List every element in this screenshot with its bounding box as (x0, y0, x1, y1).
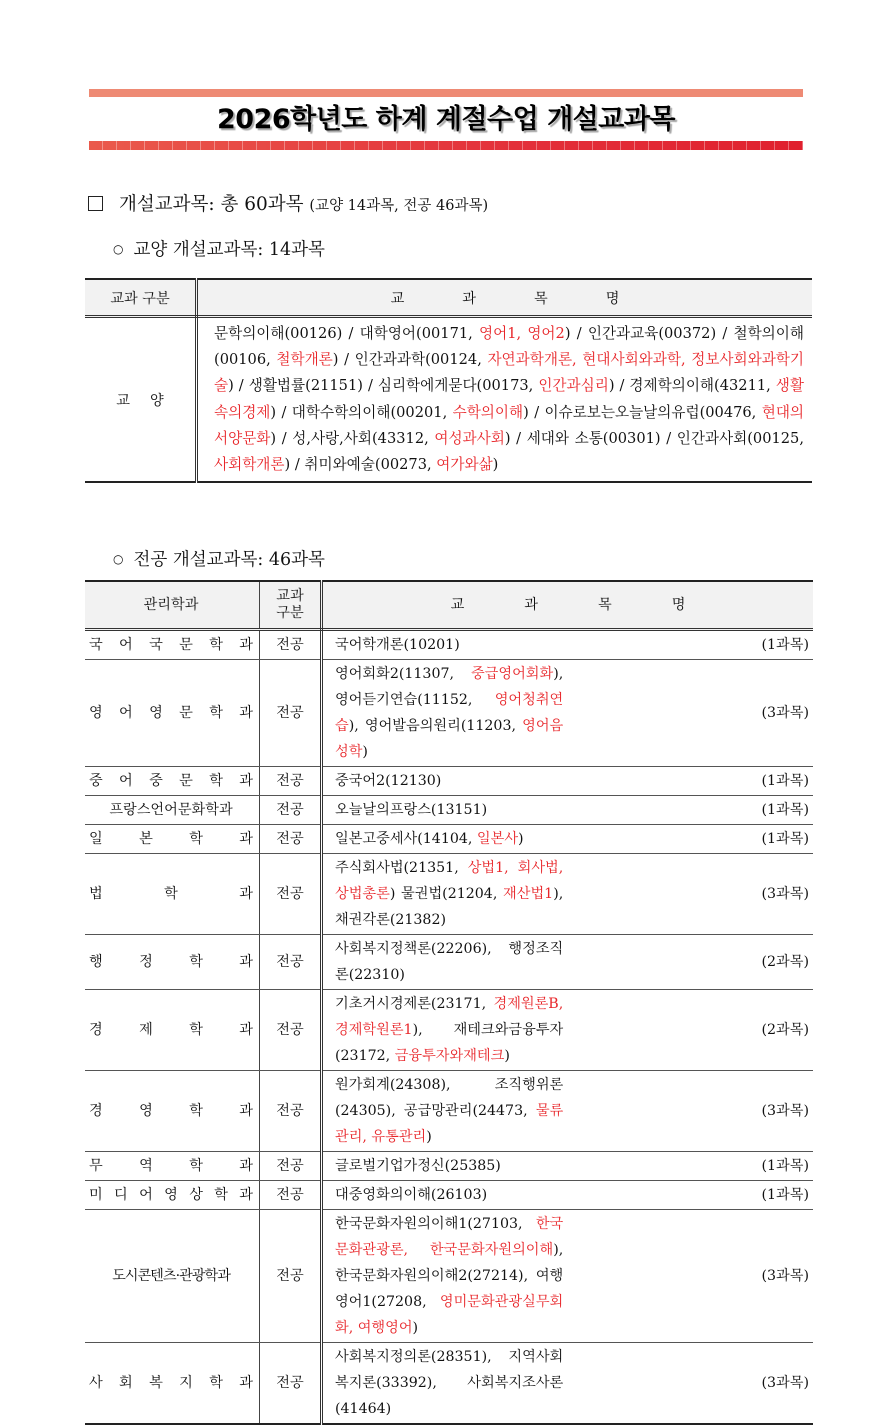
course-count-cell: (1과목) (567, 1181, 813, 1210)
department-cell (85, 767, 260, 796)
course-text: ) (412, 1320, 419, 1336)
square-bullet-icon (88, 196, 103, 211)
course-kind-cell: 전공 (260, 825, 322, 854)
header-department: 관리학과 (85, 581, 260, 630)
course-text: ), 재테크와금융투자(23172, (335, 1022, 564, 1064)
department-name: 프랑스언어문화학과 (109, 802, 233, 818)
summary-detail: (교양 14과목, 전공 46과목) (309, 198, 489, 214)
alternate-course-text: 금융투자와재테크 (394, 1048, 505, 1064)
alternate-course-text: 상법1, 회사법, 상법총론 (335, 860, 564, 902)
course-count-cell: (3과목) (567, 660, 813, 767)
alternate-course-text: 한국문화관광론, 한국문화자원의이해 (335, 1216, 564, 1258)
course-text: 일본고중세사(14104, (335, 831, 477, 847)
category-cell (85, 317, 197, 483)
course-text: 문학의이해(00126) / 대학영어(00171, (214, 325, 479, 342)
table-row (85, 825, 813, 854)
title-top-bar (89, 89, 803, 97)
course-kind-cell: 전공 (260, 1152, 322, 1181)
header-category: 교과 구분 (85, 279, 197, 317)
alternate-course-text: 영어1, 영어2 (479, 325, 565, 342)
course-text: ) / 인간과교육(00372) / 철학의이해(00106, (214, 325, 804, 369)
page-title: 2026학년도 하계 계절수업 개설교과목 (217, 104, 675, 135)
department-name: 영 어 영 문 학 과 (89, 705, 253, 721)
table-header-row (85, 581, 813, 630)
major-table-body (85, 630, 813, 1425)
course-text: ) (492, 456, 499, 474)
liberal-arts-table (85, 278, 812, 483)
course-text: 사회복지정의론(28351), 지역사회복지론(33392), 사회복지조사론(41464) (335, 1349, 564, 1417)
table-row (85, 767, 813, 796)
course-text: ), 영어듣기연습(11152, (335, 666, 564, 708)
course-text: 글로벌기업가정신(25385) (335, 1158, 501, 1174)
department-name: 경 영 학 과 (89, 1103, 253, 1119)
course-count-cell: (3과목) (567, 854, 813, 935)
table-row (85, 935, 813, 990)
course-text: ), 영어발음의원리(11203, (348, 718, 523, 734)
course-kind-cell: 전공 (260, 935, 322, 990)
course-text: ), 한국문화자원의이해2(27214), 여행영어1(27208, (335, 1242, 564, 1310)
department-name: 무 역 학 과 (89, 1158, 253, 1174)
alternate-course-text: 영어청취연습 (335, 692, 564, 734)
department-cell (85, 1181, 260, 1210)
department-name: 도시콘텐츠·관광학과 (112, 1268, 230, 1284)
course-text: ) / 성,사랑,사회(43312, (270, 429, 435, 447)
course-text: 중국어2(12130) (335, 773, 442, 789)
course-text: 영어회화2(11307, (335, 666, 471, 682)
major-heading (113, 546, 325, 571)
department-name: 사 회 복 지 학 과 (89, 1375, 253, 1391)
table-row (85, 990, 813, 1071)
department-cell (85, 1210, 260, 1343)
course-list-cell (322, 1152, 568, 1181)
course-count-cell: (1과목) (567, 767, 813, 796)
circle-bullet-icon: ○ (113, 552, 124, 566)
department-cell (85, 1071, 260, 1152)
department-name: 국 어 국 문 학 과 (89, 637, 253, 653)
course-kind-cell: 전공 (260, 796, 322, 825)
department-cell (85, 1152, 260, 1181)
course-kind-cell: 전공 (260, 854, 322, 935)
course-kind-cell: 전공 (260, 660, 322, 767)
course-text: ) / 이슈로보는오늘날의유럽(00476, (523, 403, 762, 421)
department-name: 법 학 과 (89, 886, 253, 902)
course-list-cell (322, 1343, 568, 1425)
course-list-cell (322, 935, 568, 990)
course-text: ) (504, 1048, 510, 1064)
course-text: ) (518, 831, 524, 847)
alternate-course-text: 자연과학개론, 현대사회와과학, 정보사회와과학기술 (214, 351, 804, 395)
course-text: 원가회계(24308), 조직행위론(24305), 공급망관리(24473, (335, 1077, 564, 1119)
department-cell (85, 854, 260, 935)
course-list-cell (322, 1071, 568, 1152)
alternate-course-text: 재산법1 (503, 886, 554, 902)
course-count-cell: (1과목) (567, 825, 813, 854)
course-text: 기초거시경제론(23171, (335, 996, 494, 1012)
major-table (85, 580, 813, 1425)
department-name: 일 본 학 과 (89, 831, 253, 847)
department-cell (85, 630, 260, 660)
course-kind-cell: 전공 (260, 1181, 322, 1210)
circle-bullet-icon: ○ (113, 242, 124, 256)
course-count-cell: (3과목) (567, 1071, 813, 1152)
course-list-cell (322, 1181, 568, 1210)
category-label: 교양 (116, 392, 184, 409)
course-list-cell (322, 854, 568, 935)
table-row (85, 630, 813, 660)
department-cell (85, 1343, 260, 1425)
department-cell (85, 935, 260, 990)
header-course-name: 교과목명 (197, 279, 813, 317)
course-text: 사회복지정책론(22206), 행정조직론(22310) (335, 941, 564, 983)
department-cell (85, 796, 260, 825)
liberal-arts-heading-text: 교양 개설교과목: 14과목 (133, 240, 325, 260)
alternate-course-text: 현대의서양문화 (214, 403, 805, 447)
course-text: ) / 대학수학의이해(00201, (270, 403, 453, 421)
course-text: ) / 인간과과학(00124, (332, 351, 488, 369)
course-count-cell: (2과목) (567, 990, 813, 1071)
course-kind-cell: 전공 (260, 1210, 322, 1343)
alternate-course-text: 경제원론B, 경제학원론1 (335, 996, 564, 1038)
table-row (85, 1181, 813, 1210)
table-row (85, 1343, 813, 1425)
course-text: 오늘날의프랑스(13151) (335, 802, 488, 818)
course-text: ) / 생활법률(21151) / 심리학에게묻다(00173, (228, 377, 539, 395)
course-text: ) (426, 1129, 432, 1145)
course-text: ) / 경제학의이해(43211, (608, 377, 776, 395)
course-kind-cell: 전공 (260, 1071, 322, 1152)
department-name: 행 정 학 과 (89, 954, 253, 970)
course-list-cell (197, 317, 813, 483)
alternate-course-text: 여성과사회 (434, 429, 505, 447)
department-cell (85, 990, 260, 1071)
course-text: ) / 세대와 소통(00301) / 인간과사회(00125, (504, 429, 804, 447)
course-text: ) / 취미와예술(00273, (284, 456, 437, 474)
table-row (85, 660, 813, 767)
summary-line (88, 190, 488, 216)
course-kind-cell: 전공 (260, 1343, 322, 1425)
course-list-cell (322, 660, 568, 767)
table-row (85, 1152, 813, 1181)
header-kind: 교과 구분 (260, 581, 322, 630)
header-course-name: 교과목명 (322, 581, 814, 630)
alternate-course-text: 생활속의경제 (214, 377, 804, 421)
table-row (85, 796, 813, 825)
table-row (85, 854, 813, 935)
course-count-cell: (1과목) (567, 1152, 813, 1181)
course-kind-cell: 전공 (260, 767, 322, 796)
alternate-course-text: 여가와삶 (436, 456, 493, 474)
course-text: 국어학개론(10201) (335, 637, 460, 653)
course-text: ) 물권법(21204, (389, 886, 504, 902)
table-row (85, 1210, 813, 1343)
course-list-cell (322, 767, 568, 796)
alternate-course-text: 중급영어회화 (470, 666, 554, 682)
course-count-cell: (1과목) (567, 630, 813, 660)
course-text: ), 채권각론(21382) (335, 886, 564, 928)
course-text: 한국문화자원의이해1(27103, (335, 1216, 536, 1232)
course-list-cell (322, 990, 568, 1071)
department-name: 경 제 학 과 (89, 1022, 253, 1038)
alternate-course-text: 영미문화관광실무회화, 여행영어 (335, 1294, 564, 1336)
course-count-cell: (2과목) (567, 935, 813, 990)
alternate-course-text: 물류관리, 유통관리 (335, 1103, 564, 1145)
table-row (85, 317, 812, 483)
alternate-course-text: 철학개론 (276, 351, 333, 369)
course-list-cell (322, 1210, 568, 1343)
course-kind-cell: 전공 (260, 990, 322, 1071)
liberal-arts-heading (113, 236, 325, 261)
department-name: 미 디 어 영 상 학 과 (89, 1187, 253, 1203)
department-cell (85, 660, 260, 767)
course-text: 대중영화의이해(26103) (335, 1187, 488, 1203)
course-list-cell (322, 630, 568, 660)
alternate-course-text: 영어음성학 (335, 718, 564, 760)
course-count-cell: (1과목) (567, 796, 813, 825)
alternate-course-text: 인간과심리 (538, 377, 609, 395)
course-text: 주식회사법(21351, (335, 860, 468, 876)
course-kind-cell: 전공 (260, 630, 322, 660)
course-count-cell: (3과목) (567, 1210, 813, 1343)
summary-label: 개설교과목: 총 60과목 (119, 194, 304, 215)
alternate-course-text: 수학의이해 (452, 403, 524, 421)
major-heading-text: 전공 개설교과목: 46과목 (133, 550, 325, 570)
course-count-cell: (3과목) (567, 1343, 813, 1425)
department-name: 중 어 중 문 학 과 (89, 773, 253, 789)
department-cell (85, 825, 260, 854)
title-bottom-bar (89, 141, 803, 150)
course-text: ) (362, 744, 368, 760)
course-list-cell (322, 796, 568, 825)
alternate-course-text: 일본사 (476, 831, 519, 847)
table-row (85, 1071, 813, 1152)
alternate-course-text: 사회학개론 (214, 456, 285, 474)
table-header-row (85, 279, 812, 317)
course-list-cell (322, 825, 568, 854)
